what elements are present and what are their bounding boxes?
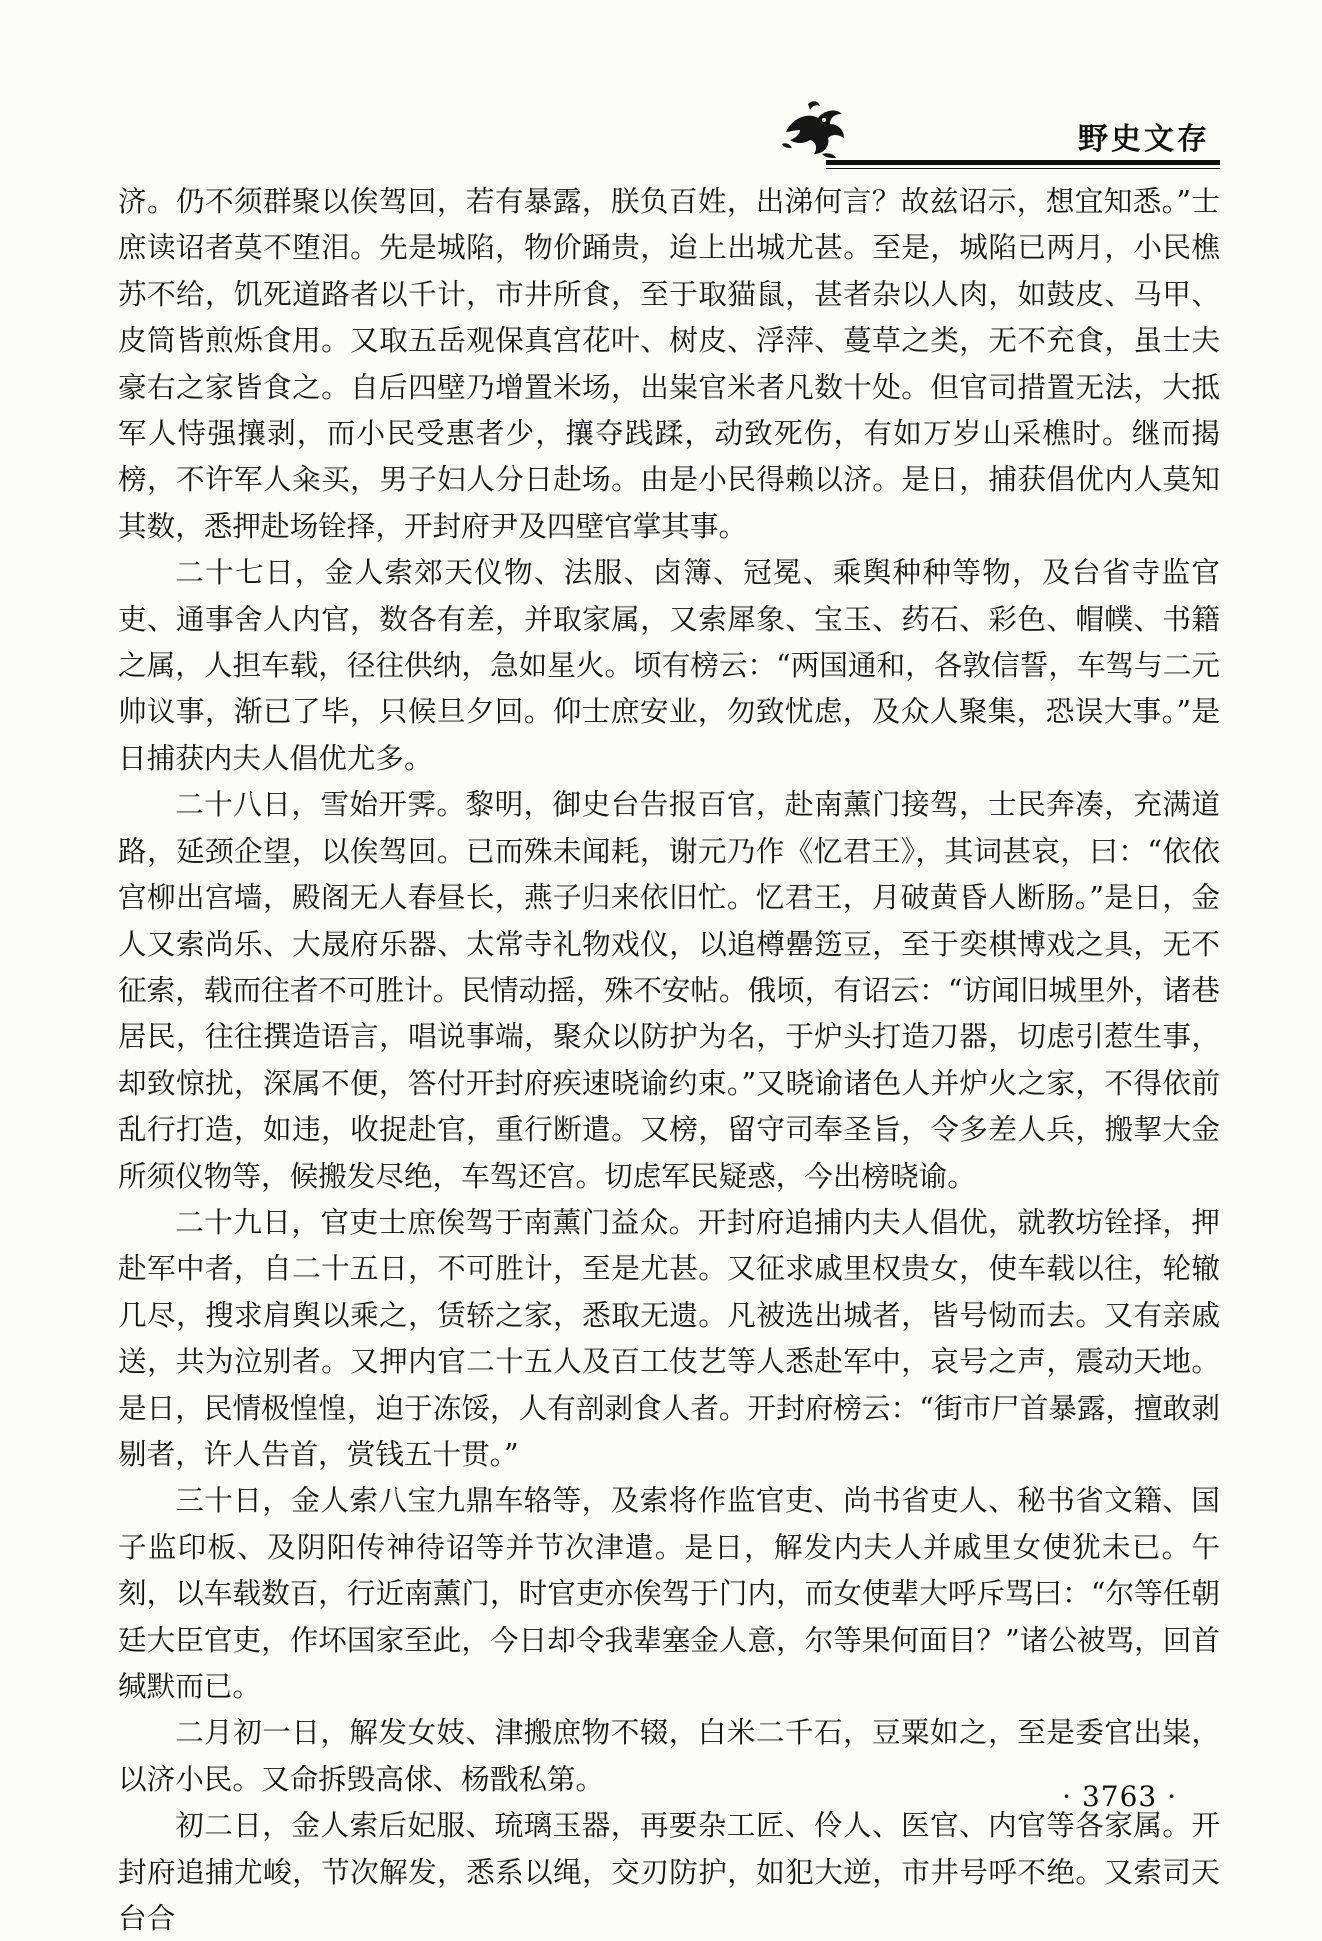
page-header (0, 0, 1322, 170)
paragraph: 济。仍不须群聚以俟驾回，若有暴露，朕负百姓，出涕何言？故兹诏示，想宜知悉。”士庶读诏者莫不堕泪。先是城陷，物价踊贵，迨上出城尤甚。至是，城陷已两月，小民樵苏不给，饥死道路者以千计，市井所食，至于取猫鼠，甚者杂以人肉，如鼓皮、马甲、皮筒皆煎烁食用。又取五岳观保真宫花叶、树皮、浮萍、蔓草之类，无不充食，虽士夫豪右之家皆食之。自后四壁乃增置米场，出粜官米者凡数十处。但官司措置无法，大抵军人恃强攘剥，而小民受惠者少，攘夺践蹂，动致死伤，有如万岁山采樵时。继而揭榜，不许军人籴买，男子妇人分日赴场。由是小民得赖以济。是日，捕获倡优内人莫知其数，悉押赴场铨择，开封府尹及四壁官掌其事。 (118, 184, 1220, 543)
page-number: · 3763 · (1062, 1780, 1177, 1813)
header-rule-thin (826, 168, 1220, 169)
header-rule (826, 160, 1220, 165)
series-title: 野史文存 (1078, 122, 1210, 157)
text-body (118, 178, 1220, 1941)
paragraph: 二月初一日，解发女妓、津搬庶物不辍，白米二千石，豆粟如之，至是委官出粜，以济小民。又命拆毁高俅、杨戬私第。 (118, 1715, 1220, 1796)
paragraph: 初二日，金人索后妃服、琉璃玉器，再要杂工匠、伶人、医官、内官等各家属。开封府追捕尤峻，节次解发，悉系以绳，交刃防护，如犯大逆，市井号呼不绝。又索司天台合 (118, 1808, 1220, 1936)
paragraph: 二十八日，雪始开霁。黎明，御史台告报百官，赴南薰门接驾，士民奔凑，充满道路，延颈企望，以俟驾回。已而殊未闻耗，谢元乃作《忆君王》，其词甚哀，曰：“依依宫柳出宫墙，殿阁无人春昼长，燕子归来依旧忙。忆君王，月破黄昏人断肠。”是日，金人又索尚乐、大晟府乐器、太常寺礼物戏仪，以追樽罍笾豆，至于奕棋博戏之具，无不征索，载而往者不可胜计。民情动摇，殊不安帖。俄顷，有诏云：“访闻旧城里外，诸巷居民，往往撰造语言，唱说事端，聚众以防护为名，于炉头打造刀器，切虑引惹生事，却致惊扰，深属不便，答付开封府疾速晓谕约束。”又晓谕诸色人并炉火之家，不得依前乱行打造，如违，收捉赴官，重行断遣。又榜，留守司奉圣旨，令多差人兵，搬挈大金所须仪物等，候搬发尽绝，车驾还宫。切虑军民疑惑，今出榜晓谕。 (118, 787, 1220, 1193)
paragraph: 二十七日，金人索郊天仪物、法服、卤簿、冠冕、乘舆种种等物，及台省寺监官吏、通事舍人内官，数各有差，并取家属，又索犀象、宝玉、药石、彩色、帽幞、书籍之属，人担车载，径往供纳，急如星火。顷有榜云：“两国通和，各敦信誓，车驾与二元帅议事，渐已了毕，只候旦夕回。仰士庶安业，勿致忧虑，及众人聚集，恐误大事。”是日捕获内夫人倡优尤多。 (118, 555, 1220, 775)
paragraph: 三十日，金人索八宝九鼎车辂等，及索将作监官吏、尚书省吏人、秘书省文籍、国子监印板、及阴阳传神待诏等并节次津遣。是日，解发内夫人并戚里女使犹未已。午刻，以车载数百，行近南薰门，时官吏亦俟驾于门内，而女使辈大呼斥骂曰：“尔等任朝廷大臣官吏，作坏国家至此，今日却令我辈塞金人意，尔等果何面目？”诸公被骂，回首缄默而已。 (118, 1483, 1220, 1703)
paragraph: 二十九日，官吏士庶俟驾于南薰门益众。开封府追捕内夫人倡优，就教坊铨择，押赴军中者，自二十五日，不可胜计，至是尤甚。又征求戚里权贵女，使车载以往，轮辙几尽，搜求肩舆以乘之，赁轿之家，悉取无遗。凡被选出城者，皆号恸而去。又有亲戚送，共为泣别者。又押内官二十五人及百工伎艺等人悉赴军中，哀号之声，震动天地。是日，民情极惶惶，迫于冻馁，人有剖剥食人者。开封府榜云：“街市尸首暴露，擅敢剥剔者，许人告首，赏钱五十贯。” (118, 1204, 1220, 1471)
dragon-logo-icon (778, 98, 850, 160)
